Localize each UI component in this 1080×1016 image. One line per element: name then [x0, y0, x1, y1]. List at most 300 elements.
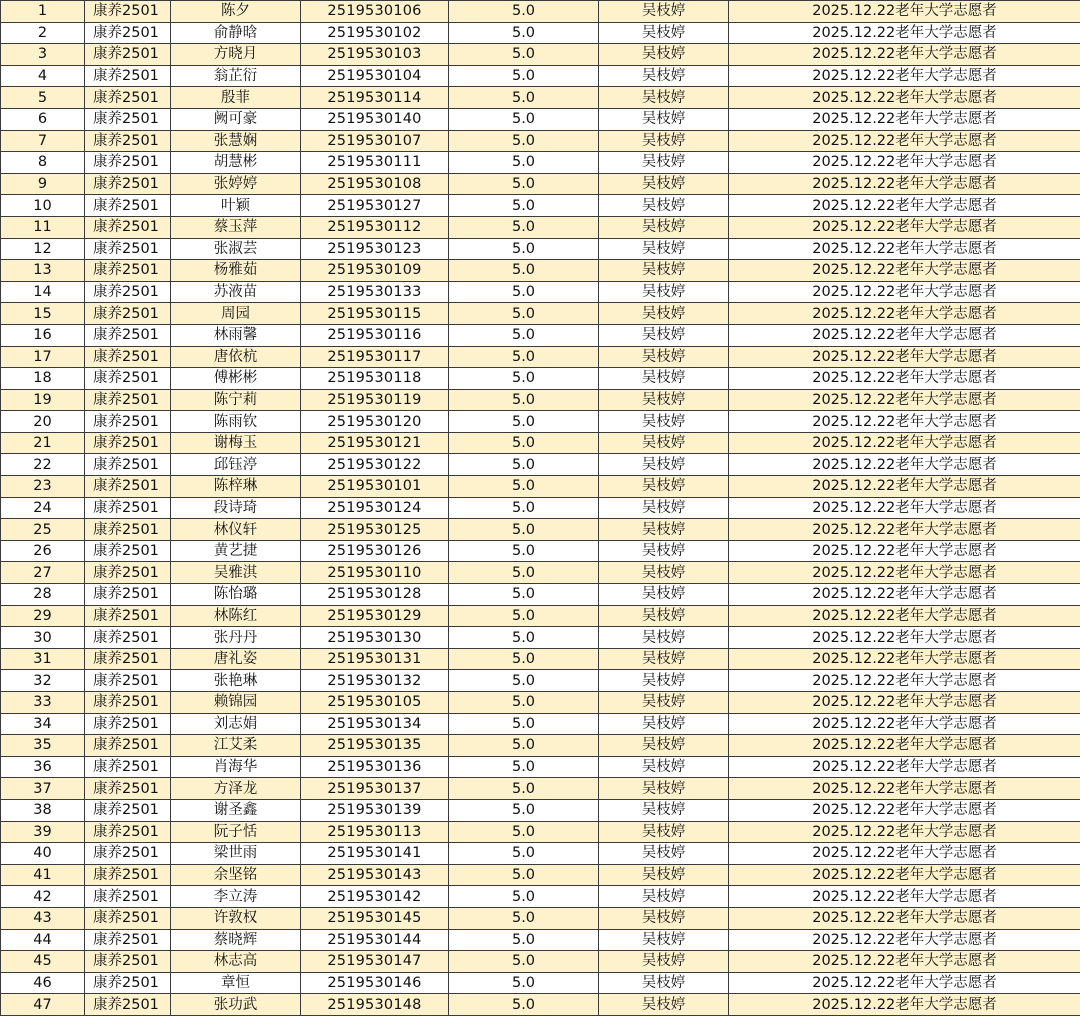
cell-class[interactable]: 康养2501 — [85, 821, 171, 843]
cell-student-id[interactable]: 2519530104 — [301, 65, 449, 87]
cell-activity[interactable]: 2025.12.22老年大学志愿者 — [729, 843, 1080, 865]
cell-teacher[interactable]: 吴枝婷 — [599, 562, 729, 584]
cell-activity[interactable]: 2025.12.22老年大学志愿者 — [729, 238, 1080, 260]
cell-row-number[interactable]: 20 — [1, 411, 85, 433]
cell-row-number[interactable]: 7 — [1, 130, 85, 152]
cell-student-id[interactable]: 2519530117 — [301, 346, 449, 368]
cell-student-name[interactable]: 傅彬彬 — [171, 368, 301, 390]
cell-student-id[interactable]: 2519530125 — [301, 519, 449, 541]
cell-teacher[interactable]: 吴枝婷 — [599, 303, 729, 325]
cell-activity[interactable]: 2025.12.22老年大学志愿者 — [729, 346, 1080, 368]
cell-teacher[interactable]: 吴枝婷 — [599, 627, 729, 649]
cell-row-number[interactable]: 21 — [1, 432, 85, 454]
cell-student-id[interactable]: 2519530126 — [301, 540, 449, 562]
cell-class[interactable]: 康养2501 — [85, 907, 171, 929]
cell-class[interactable]: 康养2501 — [85, 605, 171, 627]
cell-row-number[interactable]: 29 — [1, 605, 85, 627]
cell-teacher[interactable]: 吴枝婷 — [599, 951, 729, 973]
cell-student-name[interactable]: 陈怡璐 — [171, 584, 301, 606]
cell-teacher[interactable]: 吴枝婷 — [599, 605, 729, 627]
cell-row-number[interactable]: 28 — [1, 584, 85, 606]
cell-activity[interactable]: 2025.12.22老年大学志愿者 — [729, 389, 1080, 411]
cell-activity[interactable]: 2025.12.22老年大学志愿者 — [729, 324, 1080, 346]
cell-class[interactable]: 康养2501 — [85, 44, 171, 66]
cell-hours[interactable]: 5.0 — [449, 152, 599, 174]
cell-activity[interactable]: 2025.12.22老年大学志愿者 — [729, 108, 1080, 130]
cell-student-id[interactable]: 2519530110 — [301, 562, 449, 584]
cell-class[interactable]: 康养2501 — [85, 346, 171, 368]
cell-teacher[interactable]: 吴枝婷 — [599, 130, 729, 152]
cell-student-id[interactable]: 2519530133 — [301, 281, 449, 303]
cell-student-name[interactable]: 赖锦园 — [171, 692, 301, 714]
cell-class[interactable]: 康养2501 — [85, 22, 171, 44]
cell-activity[interactable]: 2025.12.22老年大学志愿者 — [729, 799, 1080, 821]
cell-student-name[interactable]: 邱钰渟 — [171, 454, 301, 476]
cell-student-id[interactable]: 2519530144 — [301, 929, 449, 951]
cell-class[interactable]: 康养2501 — [85, 562, 171, 584]
cell-class[interactable]: 康养2501 — [85, 238, 171, 260]
cell-student-name[interactable]: 阙可豪 — [171, 108, 301, 130]
cell-student-name[interactable]: 蔡玉萍 — [171, 216, 301, 238]
cell-student-name[interactable]: 章恒 — [171, 972, 301, 994]
cell-activity[interactable]: 2025.12.22老年大学志愿者 — [729, 152, 1080, 174]
cell-hours[interactable]: 5.0 — [449, 238, 599, 260]
cell-student-name[interactable]: 段诗琦 — [171, 497, 301, 519]
cell-row-number[interactable]: 8 — [1, 152, 85, 174]
cell-teacher[interactable]: 吴枝婷 — [599, 152, 729, 174]
cell-student-name[interactable]: 叶颖 — [171, 195, 301, 217]
cell-hours[interactable]: 5.0 — [449, 195, 599, 217]
cell-student-id[interactable]: 2519530121 — [301, 432, 449, 454]
cell-class[interactable]: 康养2501 — [85, 713, 171, 735]
cell-activity[interactable]: 2025.12.22老年大学志愿者 — [729, 368, 1080, 390]
cell-row-number[interactable]: 17 — [1, 346, 85, 368]
cell-student-name[interactable]: 谢梅玉 — [171, 432, 301, 454]
cell-class[interactable]: 康养2501 — [85, 389, 171, 411]
cell-class[interactable]: 康养2501 — [85, 130, 171, 152]
cell-class[interactable]: 康养2501 — [85, 108, 171, 130]
cell-teacher[interactable]: 吴枝婷 — [599, 864, 729, 886]
cell-student-name[interactable]: 陈梓琳 — [171, 476, 301, 498]
cell-student-id[interactable]: 2519530124 — [301, 497, 449, 519]
cell-teacher[interactable]: 吴枝婷 — [599, 821, 729, 843]
cell-student-id[interactable]: 2519530113 — [301, 821, 449, 843]
cell-student-name[interactable]: 俞静晗 — [171, 22, 301, 44]
cell-student-name[interactable]: 陈宁莉 — [171, 389, 301, 411]
cell-class[interactable]: 康养2501 — [85, 303, 171, 325]
cell-hours[interactable]: 5.0 — [449, 605, 599, 627]
cell-teacher[interactable]: 吴枝婷 — [599, 22, 729, 44]
cell-row-number[interactable]: 39 — [1, 821, 85, 843]
cell-teacher[interactable]: 吴枝婷 — [599, 799, 729, 821]
cell-teacher[interactable]: 吴枝婷 — [599, 648, 729, 670]
cell-class[interactable]: 康养2501 — [85, 519, 171, 541]
cell-student-id[interactable]: 2519530101 — [301, 476, 449, 498]
cell-activity[interactable]: 2025.12.22老年大学志愿者 — [729, 562, 1080, 584]
cell-row-number[interactable]: 24 — [1, 497, 85, 519]
cell-hours[interactable]: 5.0 — [449, 87, 599, 109]
cell-student-id[interactable]: 2519530114 — [301, 87, 449, 109]
cell-student-name[interactable]: 林仪轩 — [171, 519, 301, 541]
cell-teacher[interactable]: 吴枝婷 — [599, 65, 729, 87]
cell-hours[interactable]: 5.0 — [449, 843, 599, 865]
cell-teacher[interactable]: 吴枝婷 — [599, 260, 729, 282]
cell-student-name[interactable]: 梁世雨 — [171, 843, 301, 865]
cell-row-number[interactable]: 14 — [1, 281, 85, 303]
cell-activity[interactable]: 2025.12.22老年大学志愿者 — [729, 432, 1080, 454]
cell-activity[interactable]: 2025.12.22老年大学志愿者 — [729, 195, 1080, 217]
cell-student-id[interactable]: 2519530136 — [301, 756, 449, 778]
cell-class[interactable]: 康养2501 — [85, 260, 171, 282]
cell-student-id[interactable]: 2519530112 — [301, 216, 449, 238]
cell-hours[interactable]: 5.0 — [449, 1, 599, 23]
cell-student-id[interactable]: 2519530129 — [301, 605, 449, 627]
cell-teacher[interactable]: 吴枝婷 — [599, 540, 729, 562]
cell-hours[interactable]: 5.0 — [449, 951, 599, 973]
cell-row-number[interactable]: 33 — [1, 692, 85, 714]
cell-row-number[interactable]: 19 — [1, 389, 85, 411]
cell-teacher[interactable]: 吴枝婷 — [599, 907, 729, 929]
cell-student-name[interactable]: 蔡晓辉 — [171, 929, 301, 951]
cell-row-number[interactable]: 38 — [1, 799, 85, 821]
cell-class[interactable]: 康养2501 — [85, 886, 171, 908]
cell-hours[interactable]: 5.0 — [449, 670, 599, 692]
cell-student-name[interactable]: 唐礼姿 — [171, 648, 301, 670]
cell-row-number[interactable]: 34 — [1, 713, 85, 735]
cell-hours[interactable]: 5.0 — [449, 821, 599, 843]
cell-hours[interactable]: 5.0 — [449, 44, 599, 66]
cell-hours[interactable]: 5.0 — [449, 756, 599, 778]
cell-hours[interactable]: 5.0 — [449, 562, 599, 584]
cell-class[interactable]: 康养2501 — [85, 152, 171, 174]
cell-student-id[interactable]: 2519530103 — [301, 44, 449, 66]
cell-teacher[interactable]: 吴枝婷 — [599, 216, 729, 238]
cell-teacher[interactable]: 吴枝婷 — [599, 886, 729, 908]
cell-class[interactable]: 康养2501 — [85, 864, 171, 886]
cell-student-id[interactable]: 2519530140 — [301, 108, 449, 130]
cell-activity[interactable]: 2025.12.22老年大学志愿者 — [729, 87, 1080, 109]
cell-activity[interactable]: 2025.12.22老年大学志愿者 — [729, 735, 1080, 757]
cell-student-name[interactable]: 江艾柔 — [171, 735, 301, 757]
cell-student-id[interactable]: 2519530147 — [301, 951, 449, 973]
cell-student-id[interactable]: 2519530108 — [301, 173, 449, 195]
cell-class[interactable]: 康养2501 — [85, 476, 171, 498]
cell-teacher[interactable]: 吴枝婷 — [599, 843, 729, 865]
cell-activity[interactable]: 2025.12.22老年大学志愿者 — [729, 778, 1080, 800]
cell-student-name[interactable]: 胡慧彬 — [171, 152, 301, 174]
cell-hours[interactable]: 5.0 — [449, 130, 599, 152]
cell-activity[interactable]: 2025.12.22老年大学志愿者 — [729, 260, 1080, 282]
cell-teacher[interactable]: 吴枝婷 — [599, 972, 729, 994]
cell-student-name[interactable]: 陈雨钦 — [171, 411, 301, 433]
cell-teacher[interactable]: 吴枝婷 — [599, 432, 729, 454]
cell-teacher[interactable]: 吴枝婷 — [599, 108, 729, 130]
cell-student-id[interactable]: 2519530131 — [301, 648, 449, 670]
cell-row-number[interactable]: 42 — [1, 886, 85, 908]
cell-student-name[interactable]: 黄艺捷 — [171, 540, 301, 562]
cell-activity[interactable]: 2025.12.22老年大学志愿者 — [729, 605, 1080, 627]
cell-activity[interactable]: 2025.12.22老年大学志愿者 — [729, 216, 1080, 238]
cell-hours[interactable]: 5.0 — [449, 216, 599, 238]
cell-class[interactable]: 康养2501 — [85, 994, 171, 1016]
cell-student-id[interactable]: 2519530145 — [301, 907, 449, 929]
cell-activity[interactable]: 2025.12.22老年大学志愿者 — [729, 303, 1080, 325]
cell-student-name[interactable]: 唐依杭 — [171, 346, 301, 368]
cell-teacher[interactable]: 吴枝婷 — [599, 735, 729, 757]
cell-row-number[interactable]: 13 — [1, 260, 85, 282]
cell-teacher[interactable]: 吴枝婷 — [599, 756, 729, 778]
cell-student-id[interactable]: 2519530128 — [301, 584, 449, 606]
cell-student-id[interactable]: 2519530141 — [301, 843, 449, 865]
cell-hours[interactable]: 5.0 — [449, 713, 599, 735]
cell-activity[interactable]: 2025.12.22老年大学志愿者 — [729, 713, 1080, 735]
cell-student-id[interactable]: 2519530137 — [301, 778, 449, 800]
cell-teacher[interactable]: 吴枝婷 — [599, 389, 729, 411]
cell-class[interactable]: 康养2501 — [85, 929, 171, 951]
cell-row-number[interactable]: 11 — [1, 216, 85, 238]
cell-class[interactable]: 康养2501 — [85, 778, 171, 800]
cell-teacher[interactable]: 吴枝婷 — [599, 670, 729, 692]
cell-row-number[interactable]: 18 — [1, 368, 85, 390]
cell-student-id[interactable]: 2519530146 — [301, 972, 449, 994]
cell-student-name[interactable]: 张淑芸 — [171, 238, 301, 260]
cell-teacher[interactable]: 吴枝婷 — [599, 173, 729, 195]
cell-activity[interactable]: 2025.12.22老年大学志愿者 — [729, 65, 1080, 87]
cell-row-number[interactable]: 40 — [1, 843, 85, 865]
cell-class[interactable]: 康养2501 — [85, 173, 171, 195]
cell-row-number[interactable]: 32 — [1, 670, 85, 692]
cell-row-number[interactable]: 43 — [1, 907, 85, 929]
cell-row-number[interactable]: 10 — [1, 195, 85, 217]
cell-student-id[interactable]: 2519530134 — [301, 713, 449, 735]
cell-row-number[interactable]: 35 — [1, 735, 85, 757]
cell-row-number[interactable]: 46 — [1, 972, 85, 994]
cell-student-id[interactable]: 2519530130 — [301, 627, 449, 649]
cell-student-name[interactable]: 谢圣鑫 — [171, 799, 301, 821]
cell-student-id[interactable]: 2519530115 — [301, 303, 449, 325]
cell-teacher[interactable]: 吴枝婷 — [599, 584, 729, 606]
cell-hours[interactable]: 5.0 — [449, 281, 599, 303]
cell-class[interactable]: 康养2501 — [85, 648, 171, 670]
cell-student-id[interactable]: 2519530107 — [301, 130, 449, 152]
cell-student-id[interactable]: 2519530123 — [301, 238, 449, 260]
cell-teacher[interactable]: 吴枝婷 — [599, 44, 729, 66]
cell-student-id[interactable]: 2519530102 — [301, 22, 449, 44]
cell-class[interactable]: 康养2501 — [85, 1, 171, 23]
cell-row-number[interactable]: 6 — [1, 108, 85, 130]
cell-student-name[interactable]: 张慧娴 — [171, 130, 301, 152]
cell-activity[interactable]: 2025.12.22老年大学志愿者 — [729, 864, 1080, 886]
cell-hours[interactable]: 5.0 — [449, 929, 599, 951]
cell-row-number[interactable]: 31 — [1, 648, 85, 670]
cell-student-name[interactable]: 张丹丹 — [171, 627, 301, 649]
cell-teacher[interactable]: 吴枝婷 — [599, 692, 729, 714]
cell-class[interactable]: 康养2501 — [85, 324, 171, 346]
cell-row-number[interactable]: 36 — [1, 756, 85, 778]
cell-class[interactable]: 康养2501 — [85, 799, 171, 821]
cell-teacher[interactable]: 吴枝婷 — [599, 476, 729, 498]
cell-row-number[interactable]: 47 — [1, 994, 85, 1016]
cell-class[interactable]: 康养2501 — [85, 951, 171, 973]
cell-student-name[interactable]: 杨雅茹 — [171, 260, 301, 282]
cell-hours[interactable]: 5.0 — [449, 886, 599, 908]
cell-teacher[interactable]: 吴枝婷 — [599, 994, 729, 1016]
cell-student-name[interactable]: 林陈红 — [171, 605, 301, 627]
cell-activity[interactable]: 2025.12.22老年大学志愿者 — [729, 584, 1080, 606]
cell-class[interactable]: 康养2501 — [85, 454, 171, 476]
cell-teacher[interactable]: 吴枝婷 — [599, 454, 729, 476]
cell-row-number[interactable]: 26 — [1, 540, 85, 562]
cell-row-number[interactable]: 9 — [1, 173, 85, 195]
cell-hours[interactable]: 5.0 — [449, 648, 599, 670]
cell-hours[interactable]: 5.0 — [449, 324, 599, 346]
cell-activity[interactable]: 2025.12.22老年大学志愿者 — [729, 130, 1080, 152]
cell-row-number[interactable]: 23 — [1, 476, 85, 498]
cell-student-name[interactable]: 张婷婷 — [171, 173, 301, 195]
cell-student-id[interactable]: 2519530118 — [301, 368, 449, 390]
cell-student-name[interactable]: 林雨馨 — [171, 324, 301, 346]
cell-student-id[interactable]: 2519530111 — [301, 152, 449, 174]
cell-activity[interactable]: 2025.12.22老年大学志愿者 — [729, 540, 1080, 562]
cell-student-id[interactable]: 2519530148 — [301, 994, 449, 1016]
cell-class[interactable]: 康养2501 — [85, 497, 171, 519]
cell-student-id[interactable]: 2519530106 — [301, 1, 449, 23]
cell-hours[interactable]: 5.0 — [449, 907, 599, 929]
cell-activity[interactable]: 2025.12.22老年大学志愿者 — [729, 22, 1080, 44]
cell-student-name[interactable]: 阮子恬 — [171, 821, 301, 843]
cell-class[interactable]: 康养2501 — [85, 540, 171, 562]
cell-class[interactable]: 康养2501 — [85, 411, 171, 433]
cell-activity[interactable]: 2025.12.22老年大学志愿者 — [729, 670, 1080, 692]
cell-hours[interactable]: 5.0 — [449, 627, 599, 649]
cell-class[interactable]: 康养2501 — [85, 368, 171, 390]
cell-hours[interactable]: 5.0 — [449, 735, 599, 757]
cell-student-id[interactable]: 2519530105 — [301, 692, 449, 714]
cell-hours[interactable]: 5.0 — [449, 389, 599, 411]
cell-student-name[interactable]: 周园 — [171, 303, 301, 325]
cell-teacher[interactable]: 吴枝婷 — [599, 281, 729, 303]
cell-student-name[interactable]: 李立涛 — [171, 886, 301, 908]
cell-student-name[interactable]: 林志高 — [171, 951, 301, 973]
cell-hours[interactable]: 5.0 — [449, 497, 599, 519]
cell-class[interactable]: 康养2501 — [85, 432, 171, 454]
cell-teacher[interactable]: 吴枝婷 — [599, 87, 729, 109]
cell-hours[interactable]: 5.0 — [449, 65, 599, 87]
cell-activity[interactable]: 2025.12.22老年大学志愿者 — [729, 281, 1080, 303]
cell-class[interactable]: 康养2501 — [85, 756, 171, 778]
cell-hours[interactable]: 5.0 — [449, 454, 599, 476]
cell-row-number[interactable]: 27 — [1, 562, 85, 584]
cell-hours[interactable]: 5.0 — [449, 778, 599, 800]
cell-teacher[interactable]: 吴枝婷 — [599, 778, 729, 800]
cell-class[interactable]: 康养2501 — [85, 584, 171, 606]
cell-activity[interactable]: 2025.12.22老年大学志愿者 — [729, 886, 1080, 908]
cell-row-number[interactable]: 1 — [1, 1, 85, 23]
cell-student-id[interactable]: 2519530143 — [301, 864, 449, 886]
cell-student-id[interactable]: 2519530132 — [301, 670, 449, 692]
cell-activity[interactable]: 2025.12.22老年大学志愿者 — [729, 756, 1080, 778]
cell-row-number[interactable]: 30 — [1, 627, 85, 649]
cell-hours[interactable]: 5.0 — [449, 432, 599, 454]
cell-hours[interactable]: 5.0 — [449, 994, 599, 1016]
cell-activity[interactable]: 2025.12.22老年大学志愿者 — [729, 648, 1080, 670]
cell-activity[interactable]: 2025.12.22老年大学志愿者 — [729, 476, 1080, 498]
cell-class[interactable]: 康养2501 — [85, 87, 171, 109]
cell-row-number[interactable]: 44 — [1, 929, 85, 951]
cell-student-name[interactable]: 肖海华 — [171, 756, 301, 778]
cell-student-name[interactable]: 方泽龙 — [171, 778, 301, 800]
cell-activity[interactable]: 2025.12.22老年大学志愿者 — [729, 454, 1080, 476]
cell-class[interactable]: 康养2501 — [85, 65, 171, 87]
cell-hours[interactable]: 5.0 — [449, 368, 599, 390]
cell-activity[interactable]: 2025.12.22老年大学志愿者 — [729, 627, 1080, 649]
cell-class[interactable]: 康养2501 — [85, 972, 171, 994]
cell-teacher[interactable]: 吴枝婷 — [599, 346, 729, 368]
cell-student-id[interactable]: 2519530127 — [301, 195, 449, 217]
cell-row-number[interactable]: 4 — [1, 65, 85, 87]
cell-student-id[interactable]: 2519530119 — [301, 389, 449, 411]
cell-activity[interactable]: 2025.12.22老年大学志愿者 — [729, 692, 1080, 714]
cell-hours[interactable]: 5.0 — [449, 108, 599, 130]
cell-student-name[interactable]: 翁芷衍 — [171, 65, 301, 87]
cell-student-name[interactable]: 余坚铭 — [171, 864, 301, 886]
cell-teacher[interactable]: 吴枝婷 — [599, 368, 729, 390]
cell-hours[interactable]: 5.0 — [449, 22, 599, 44]
cell-row-number[interactable]: 2 — [1, 22, 85, 44]
cell-student-name[interactable]: 吴雅淇 — [171, 562, 301, 584]
cell-class[interactable]: 康养2501 — [85, 692, 171, 714]
cell-hours[interactable]: 5.0 — [449, 972, 599, 994]
cell-row-number[interactable]: 15 — [1, 303, 85, 325]
cell-student-id[interactable]: 2519530120 — [301, 411, 449, 433]
cell-activity[interactable]: 2025.12.22老年大学志愿者 — [729, 972, 1080, 994]
cell-teacher[interactable]: 吴枝婷 — [599, 411, 729, 433]
cell-teacher[interactable]: 吴枝婷 — [599, 497, 729, 519]
cell-hours[interactable]: 5.0 — [449, 799, 599, 821]
cell-hours[interactable]: 5.0 — [449, 864, 599, 886]
cell-row-number[interactable]: 3 — [1, 44, 85, 66]
cell-student-name[interactable]: 陈夕 — [171, 1, 301, 23]
cell-row-number[interactable]: 22 — [1, 454, 85, 476]
cell-teacher[interactable]: 吴枝婷 — [599, 929, 729, 951]
cell-class[interactable]: 康养2501 — [85, 281, 171, 303]
cell-student-name[interactable]: 殷菲 — [171, 87, 301, 109]
cell-class[interactable]: 康养2501 — [85, 627, 171, 649]
cell-activity[interactable]: 2025.12.22老年大学志愿者 — [729, 907, 1080, 929]
cell-row-number[interactable]: 37 — [1, 778, 85, 800]
cell-hours[interactable]: 5.0 — [449, 303, 599, 325]
cell-student-name[interactable]: 张功武 — [171, 994, 301, 1016]
cell-student-id[interactable]: 2519530122 — [301, 454, 449, 476]
cell-student-id[interactable]: 2519530142 — [301, 886, 449, 908]
cell-row-number[interactable]: 16 — [1, 324, 85, 346]
cell-class[interactable]: 康养2501 — [85, 670, 171, 692]
cell-hours[interactable]: 5.0 — [449, 476, 599, 498]
cell-activity[interactable]: 2025.12.22老年大学志愿者 — [729, 411, 1080, 433]
cell-student-name[interactable]: 许敦权 — [171, 907, 301, 929]
cell-teacher[interactable]: 吴枝婷 — [599, 713, 729, 735]
cell-student-id[interactable]: 2519530139 — [301, 799, 449, 821]
cell-class[interactable]: 康养2501 — [85, 843, 171, 865]
cell-class[interactable]: 康养2501 — [85, 195, 171, 217]
cell-activity[interactable]: 2025.12.22老年大学志愿者 — [729, 821, 1080, 843]
cell-activity[interactable]: 2025.12.22老年大学志愿者 — [729, 951, 1080, 973]
cell-student-id[interactable]: 2519530109 — [301, 260, 449, 282]
cell-activity[interactable]: 2025.12.22老年大学志愿者 — [729, 1, 1080, 23]
cell-hours[interactable]: 5.0 — [449, 692, 599, 714]
cell-hours[interactable]: 5.0 — [449, 411, 599, 433]
cell-hours[interactable]: 5.0 — [449, 540, 599, 562]
